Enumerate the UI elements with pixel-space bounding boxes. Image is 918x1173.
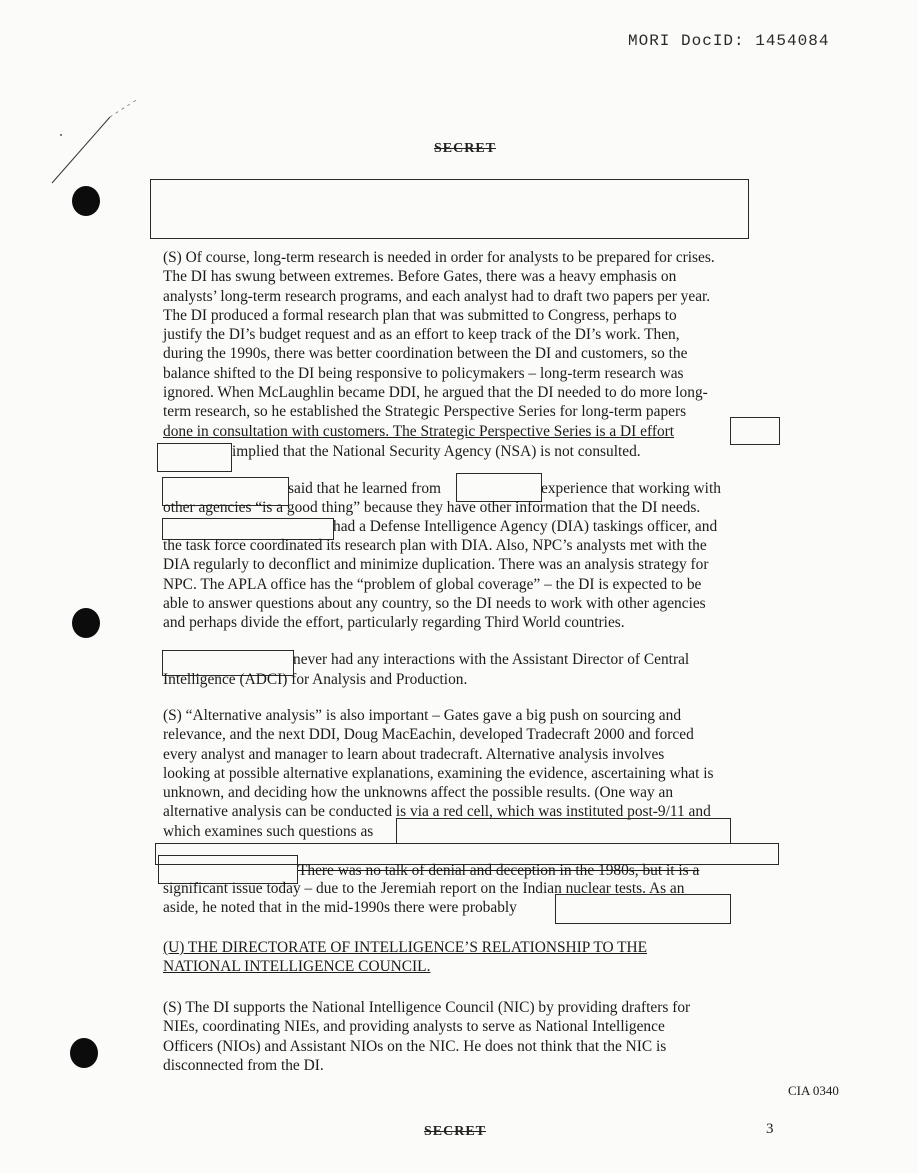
paragraph-2-line-1a [288,479,458,498]
text-line: other agencies “is a good thing” because they have other information that the DI needs. [163,499,701,516]
text-line: alternative analysis can be conducted is via a red cell, which was instituted post-9/11 and [163,803,711,821]
cia-stamp: CIA 0340 [788,1083,839,1098]
classification-marking-top: SECRET [434,141,497,156]
paragraph-2-line-3 [333,517,773,536]
paragraph-1 [163,248,773,441]
text-line: There was no talk of denial and deception in the 1980s, but it is a [298,862,700,879]
redaction-box [157,443,232,472]
text-line: Intelligence (ADCI) for Analysis and Production. [163,671,468,688]
punch-hole-bottom [70,1038,98,1068]
heading-line: NATIONAL INTELLIGENCE COUNCIL. [163,958,431,976]
text-line: The DI has swung between extremes. Before Gates, there was a heavy emphasis on [163,268,677,286]
document-id: MORI DocID: 1454084 [628,32,830,50]
text-line: unknown, and deciding how the unknowns affect the possible results. (One way an [163,784,674,802]
classification-marking-bottom: SECRET [424,1124,487,1139]
text-line: The DI produced a formal research plan that was submitted to Congress, perhaps to [163,306,677,324]
paragraph-3-line-1 [293,650,773,669]
text-line: Officers (NIOs) and Assistant NIOs on the NIC. He does not think that the NIC is [163,1037,667,1055]
text-line: the task force coordinated its research plan with DIA. Also, NPC’s analysts met with the [163,537,707,554]
text-line: able to answer questions about any country, so the DI needs to work with other agencies [163,594,706,612]
paragraph-1-tail [232,442,772,461]
text-line: done in consultation with customers. The Strategic Perspective Series is a DI effort [163,422,675,440]
text-line: DIA regularly to deconflict and minimize duplication. There was an analysis strategy for [163,556,709,574]
redaction-box [396,818,731,844]
text-line: term research, so he established the Strategic Perspective Series for long-term papers [163,403,687,421]
text-line: every analyst and manager to learn about tradecraft. Alternative analysis involves [163,745,665,763]
text-line: balance shifted to the DI being responsive to policymakers – long-term research was [163,364,684,382]
text-line: NIEs, coordinating NIEs, and providing analysts to serve as National Intelligence [163,1018,665,1036]
section-heading [163,938,773,977]
paragraph-6 [163,998,773,1075]
redaction-box-header [150,179,749,239]
text-line: relevance, and the next DDI, Doug MacEachin, developed Tradecraft 2000 and forced [163,726,694,744]
text-line: had a Defense Intelligence Agency (DIA) taskings officer, and [333,518,718,535]
heading-line: (U) THE DIRECTORATE OF INTELLIGENCE’S RELATIONSHIP TO THE [163,939,648,956]
text-line: and perhaps divide the effort, particularly regarding Third World countries. [163,614,625,632]
text-line: implied that the National Security Agency (NSA) is not consulted. [232,443,641,460]
text-line: NPC. The APLA office has the “problem of global coverage” – the DI is expected to be [163,575,702,593]
text-line: (S) The DI supports the National Intelligence Council (NIC) by providing drafters for [163,999,691,1016]
text-line: (S) Of course, long-term research is needed in order for analysts to be prepared for crises. [163,249,715,266]
text-line: justify the DI’s budget request and as an effort to keep track of the DI’s work. Then, [163,326,680,344]
punch-hole-middle [72,608,100,638]
page-number: 3 [766,1121,774,1137]
text-line: looking at possible alternative explanations, examining the evidence, ascertaining what is [163,764,714,782]
paragraph-3-line-2 [163,670,773,689]
pen-slash-mark [48,95,148,190]
text-line: never had any interactions with the Assistant Director of Central [293,651,690,668]
redaction-box [555,894,731,924]
text-line: (S) “Alternative analysis” is also important – Gates gave a big push on sourcing and [163,707,682,724]
text-line: ignored. When McLaughlin became DDI, he argued that the DI needed to do more long- [163,384,708,402]
text-line: during the 1990s, there was better coordination between the DI and customers, so the [163,345,688,363]
punch-hole-top [72,186,100,216]
paragraph-2-line-1b [541,479,771,498]
text-line: said that he learned from [288,480,441,497]
text-line: analysts’ long-term research programs, and each analyst had to draft two papers per year. [163,287,711,305]
text-line: significant issue today – due to the Jeremiah report on the Indian nuclear tests. As an [163,880,685,897]
paragraph-2-line-2 [163,498,773,517]
redaction-box [730,417,780,445]
text-line: which examines such questions as [163,822,374,840]
text-line: disconnected from the DI. [163,1056,324,1074]
paragraph-5-line-1 [298,861,778,880]
paragraph-2-body [163,536,773,632]
text-line: aside, he noted that in the mid-1990s there were probably [163,899,517,917]
text-line: experience that working with [541,480,721,497]
